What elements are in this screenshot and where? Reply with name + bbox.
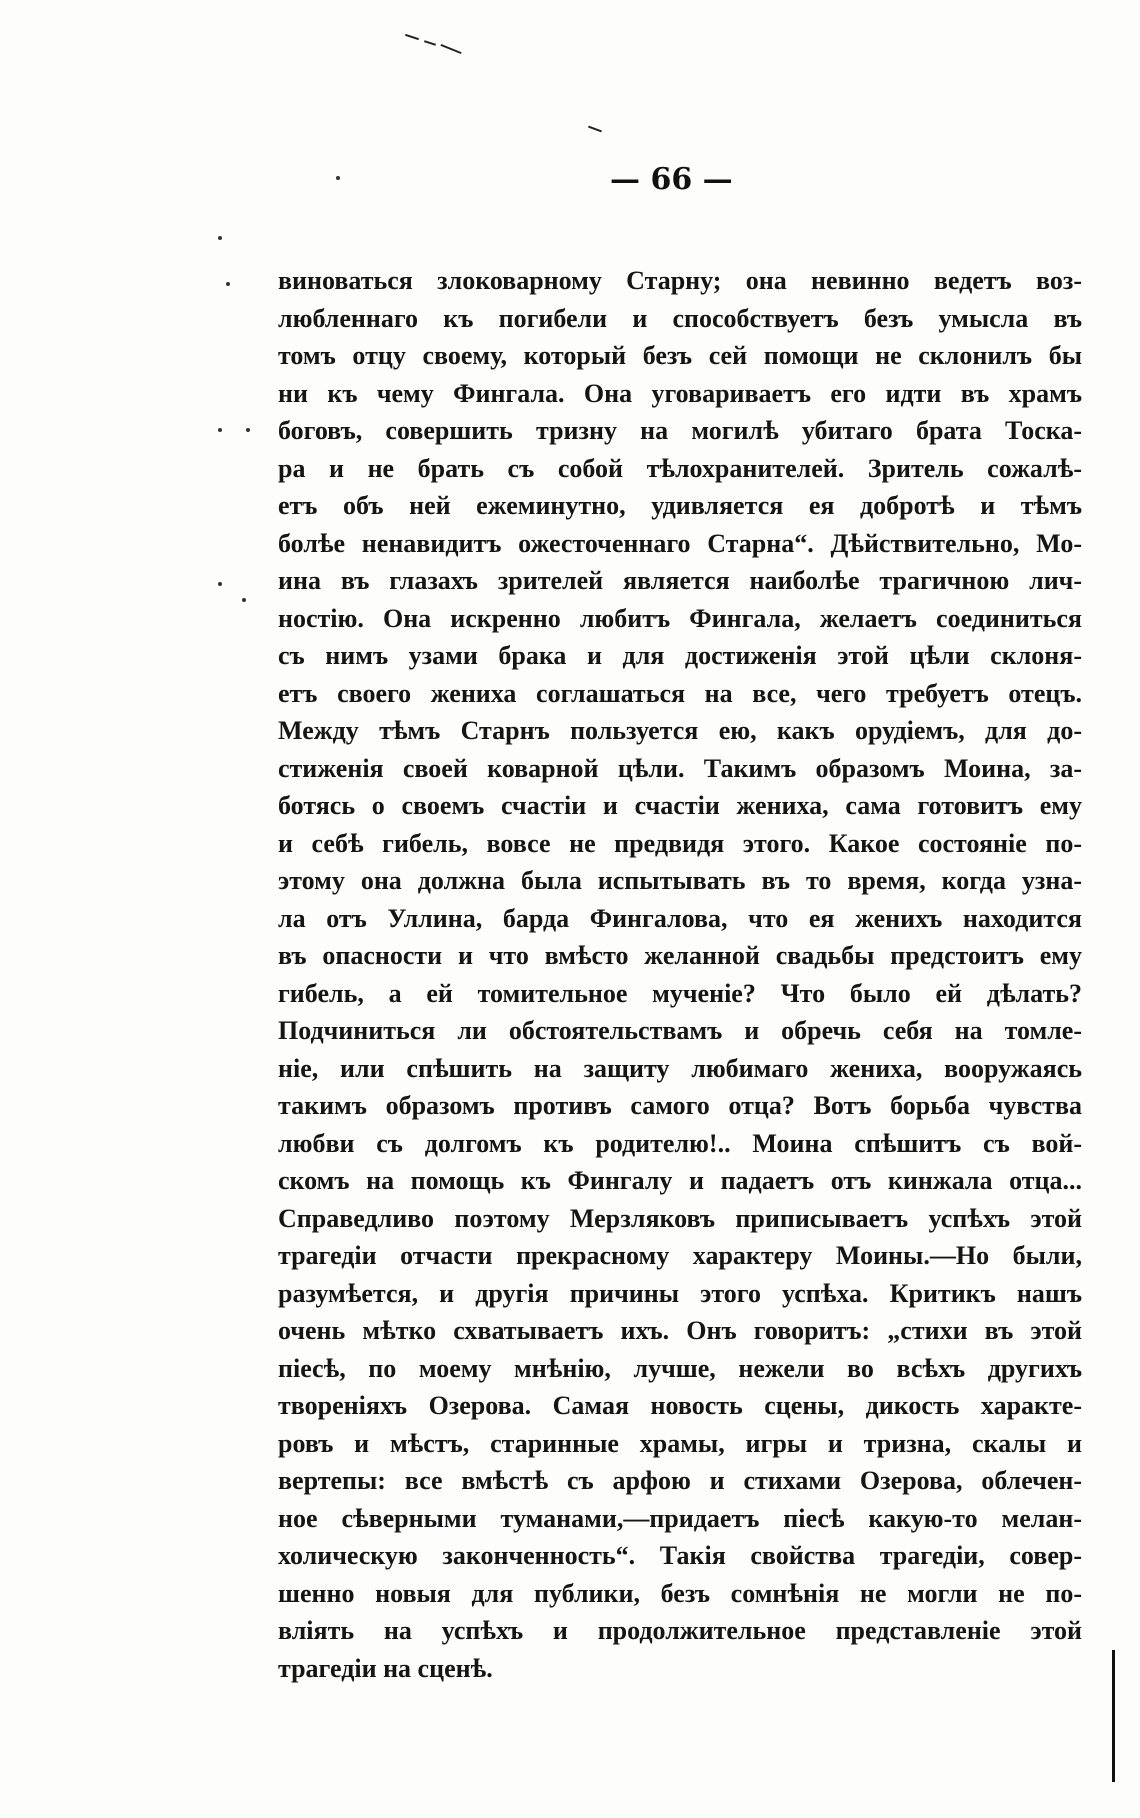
text-line: Между тѣмъ Старнъ пользуется ею, какъ орудіемъ, для до- <box>278 716 1082 745</box>
text-line: томъ отцу своему, который безъ сей помощи не склонилъ бы <box>278 341 1082 370</box>
text-line: виноваться злоковарному Старну; она невинно ведетъ воз- <box>278 266 1082 295</box>
text-line: вертепы: все вмѣстѣ съ арфою и стихами Озерова, облечен- <box>278 1466 1082 1495</box>
scan-dot <box>218 428 222 432</box>
text-line: разумѣется, и другія причины этого успѣха. Критикъ нашъ <box>278 1278 1082 1308</box>
text-line: ни къ чему Фингала. Она уговариваетъ его идти въ храмъ <box>278 378 1082 408</box>
text-line: боговъ, совершить тризну на могилѣ убитаго брата Тоска- <box>278 416 1082 445</box>
page-number: — 66 — <box>610 162 733 197</box>
text-line: ное сѣверными туманами,—придаетъ піесѣ какую-то мелан- <box>278 1503 1082 1533</box>
text-line: ра и не брать съ собой тѣлохранителей. Зритель сожалѣ- <box>278 453 1082 483</box>
text-line: Подчиниться ли обстоятельствамъ и обречь себя на томле- <box>278 1016 1082 1045</box>
text-line: стиженія своей коварной цѣли. Такимъ образомъ Моина, за- <box>278 753 1082 783</box>
scan-dot <box>226 282 230 286</box>
text-line: и себѣ гибель, вовсе не предвидя этого. Какое состояніе по- <box>278 828 1082 858</box>
scan-mark <box>405 34 419 40</box>
text-line: болѣе ненавидитъ ожесточеннаго Старна“. Дѣйствительно, Мо- <box>278 528 1082 558</box>
text-line: любви съ долгомъ къ родителю!.. Моина спѣшитъ съ вой- <box>278 1128 1082 1158</box>
text-line: холическую законченность“. Такія свойства трагедіи, совер- <box>278 1541 1082 1570</box>
text-line: етъ своего жениха соглашаться на все, чего требуетъ отецъ. <box>278 678 1082 708</box>
text-line: ина въ глазахъ зрителей является наиболѣе трагичною лич- <box>278 566 1082 595</box>
scan-mark <box>424 40 436 46</box>
text-line: піесѣ, по моему мнѣнію, лучше, нежели во всѣхъ другихъ <box>278 1353 1082 1383</box>
scan-mark <box>588 126 602 133</box>
text-line: гибель, а ей томительное мученіе? Что было ей дѣлать? <box>278 978 1082 1008</box>
text-line: этому она должна была испытывать въ то время, когда узна- <box>278 866 1082 895</box>
scan-mark <box>440 44 461 54</box>
text-line: съ нимъ узами брака и для достиженія этой цѣли склоня- <box>278 641 1082 670</box>
text-line: ботясь о своемъ счастіи и счастіи жениха, сама готовитъ ему <box>278 791 1082 820</box>
scan-edge-line <box>1112 1650 1115 1782</box>
text-line: шенно новыя для публики, безъ сомнѣнія не могли не по- <box>278 1578 1082 1608</box>
text-line: скомъ на помощь къ Фингалу и падаетъ отъ кинжала отца... <box>278 1166 1082 1195</box>
text-line: въ опасности и что вмѣсто желанной свадьбы предстоитъ ему <box>278 941 1082 970</box>
text-line: такимъ образомъ противъ самого отца? Вотъ борьба чувства <box>278 1091 1082 1120</box>
text-line: твореніяхъ Озерова. Самая новость сцены, дикость характе- <box>278 1391 1082 1420</box>
text-line: любленнаго къ погибели и способствуетъ безъ умысла въ <box>278 303 1082 333</box>
scan-dot <box>242 598 246 602</box>
text-line: вліять на успѣхъ и продолжительное представленіе этой <box>278 1616 1082 1645</box>
scan-dot <box>246 428 250 432</box>
text-line: очень мѣтко схватываетъ ихъ. Онъ говоритъ: „стихи въ этой <box>278 1316 1082 1345</box>
text-line: ностію. Она искренно любитъ Фингала, желаетъ соединиться <box>278 603 1082 633</box>
text-line: трагедіи отчасти прекрасному характеру Моины.—Но были, <box>278 1241 1082 1270</box>
text-line: ровъ и мѣстъ, старинные храмы, игры и тризна, скалы и <box>278 1428 1082 1458</box>
text-line: Справедливо поэтому Мерзляковъ приписываетъ успѣхъ этой <box>278 1203 1082 1233</box>
text-line: ла отъ Уллина, барда Фингалова, что ея женихъ находится <box>278 903 1082 933</box>
body-text <box>278 262 1082 1687</box>
text-line: етъ объ ней ежеминутно, удивляется ея добротѣ и тѣмъ <box>278 491 1082 520</box>
scan-dot <box>218 236 222 240</box>
text-line: трагедіи на сценѣ. <box>278 1653 493 1683</box>
scan-dot <box>336 176 340 180</box>
text-line: ніе, или спѣшить на защиту любимаго жениха, вооружаясь <box>278 1053 1082 1083</box>
scan-dot <box>218 582 222 586</box>
